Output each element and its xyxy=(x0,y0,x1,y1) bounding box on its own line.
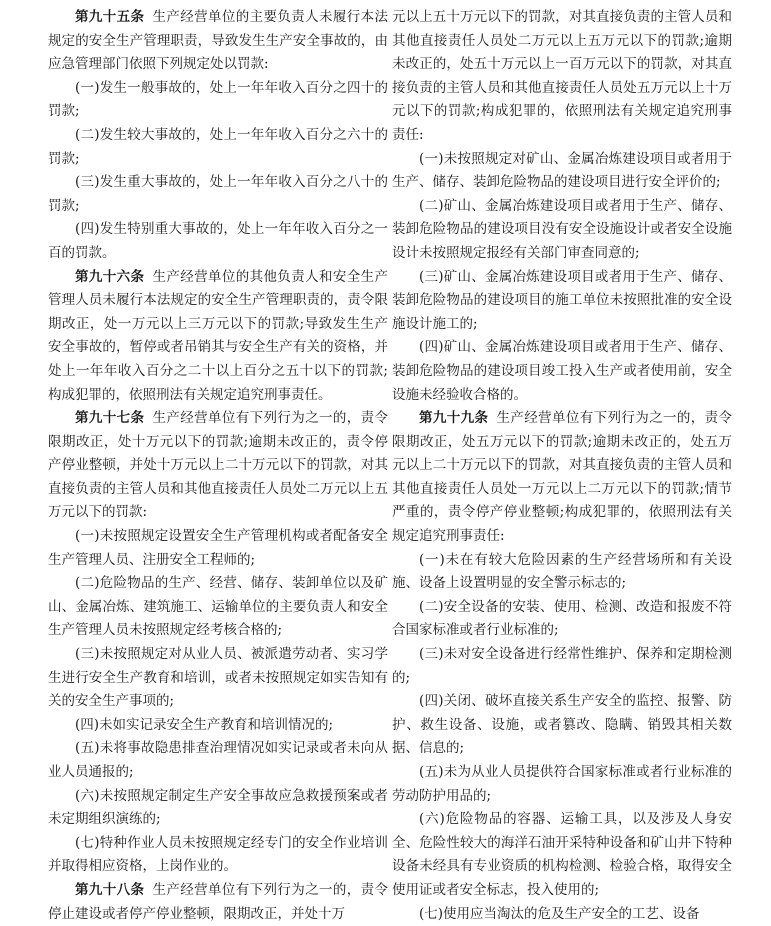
paragraph xyxy=(48,832,388,879)
paragraph-text: (三)矿山、金属冶炼建设项目或者用于生产、储存、装卸危险物品的建设项目的施工单位未按照批准的安全设施设计施工的; xyxy=(392,268,732,332)
paragraph xyxy=(392,195,732,266)
paragraph-text: (一)未在有较大危险因素的生产经营场所和有关设施、设备上设置明显的安全警示标志的; xyxy=(392,551,732,592)
paragraph xyxy=(48,525,388,572)
paragraph xyxy=(392,761,732,808)
paragraph xyxy=(392,407,732,549)
paragraph-text: (三)未按照规定对从业人员、被派遣劳动者、实习学生进行安全生产教育和培训，或者未按照规定如实告知有关的安全生产事项的; xyxy=(48,646,388,710)
paragraph xyxy=(48,785,388,832)
paragraph-text: 生产经营单位有下列行为之一的，责令限期改正，处十万元以下的罚款;逾期未改正的，责令停产停业整顿，并处十万元以上二十万元以下的罚款，对其直接负责的主管人员和其他直接责任人员处二万元以上五万元以下的罚款: xyxy=(48,410,389,521)
paragraph xyxy=(48,266,388,408)
paragraph-text: 元以上五十万元以下的罚款，对其直接负责的主管人员和其他直接责任人员处二万元以上五万元以下的罚款;逾期未改正的，处五十万元以上一百万元以下的罚款，对其直接负责的主管人员和其他直接责任人员处五万元以上十万元以下的罚款;构成犯罪的，依照刑法有关规定追究刑事责任: xyxy=(392,9,732,143)
paragraph-text: (四)关闭、破坏直接关系生产安全的监控、报警、防护、救生设备、设施，或者篡改、隐瞒、销毁其相关数据、信息的; xyxy=(392,693,732,757)
article-number: 第九十八条 xyxy=(75,881,145,898)
paragraph xyxy=(48,714,388,738)
paragraph xyxy=(48,124,388,171)
paragraph xyxy=(392,148,732,195)
paragraph-text: (六)未按照规定制定生产安全事故应急救援预案或者未定期组织演练的; xyxy=(48,787,388,828)
paragraph-text: (二)发生较大事故的，处上一年年收入百分之六十的罚款; xyxy=(48,126,388,167)
paragraph-text: 生产经营单位的主要负责人未履行本法规定的安全生产管理职责，导致发生生产安全事故的，由应急管理部门依照下列规定处以罚款: xyxy=(48,9,389,73)
paragraph xyxy=(392,549,732,596)
paragraph-text: (五)未为从业人员提供符合国家标准或者行业标准的劳动防护用品的; xyxy=(392,764,732,804)
paragraph-continued xyxy=(392,6,732,148)
paragraph-text: 生产经营单位的其他负责人和安全生产管理人员未履行本法规定的安全生产管理职责的，责令限期改正，处一万元以上三万元以下的罚款;导致发生生产安全事故的，暂停或者吊销其与安全生产有关的资格，并处上一年年收入百分之二十以上百分之五十以下的罚款;构成犯罪的，依照刑法有关规定追究刑事责任。 xyxy=(48,268,389,403)
paragraph xyxy=(48,407,388,525)
paragraph xyxy=(48,77,388,124)
paragraph-text: (一)发生一般事故的，处上一年年收入百分之四十的罚款; xyxy=(48,79,388,120)
paragraph xyxy=(48,218,388,265)
paragraph-text: (三)未对安全设备进行经常性维护、保养和定期检测的; xyxy=(392,646,732,686)
paragraph-text: (二)安全设备的安装、使用、检测、改造和报废不符合国家标准或者行业标准的; xyxy=(392,598,732,639)
paragraph-text: 生产经营单位有下列行为之一的，责令限期改正，处五万元以下的罚款;逾期未改正的，处五万元以上二十万元以下的罚款，对其直接负责的主管人员和其他直接责任人员处一万元以上二万元以下的罚款;情节严重的，责令停产停业整顿;构成犯罪的，依照刑法有关规定追究刑事责任: xyxy=(392,410,733,545)
paragraph-text: (五)未将事故隐患排查治理情况如实记录或者未向从业人员通报的; xyxy=(48,740,388,780)
paragraph-text: (四)发生特别重大事故的，处上一年年收入百分之一百的罚款。 xyxy=(48,221,388,261)
article-number: 第九十九条 xyxy=(419,410,489,427)
paragraph xyxy=(48,171,388,218)
paragraph xyxy=(48,879,388,926)
paragraph-text: (二)矿山、金属冶炼建设项目或者用于生产、储存、装卸危险物品的建设项目没有安全设施设计或者安全设施设计未按照规定报经有关部门审查同意的; xyxy=(392,197,732,261)
left-column xyxy=(48,6,388,926)
paragraph-text: (七)使用应当淘汰的危及生产安全的工艺、设备 xyxy=(419,905,700,922)
article-number: 第九十五条 xyxy=(75,9,145,25)
paragraph xyxy=(392,643,732,690)
paragraph-text: (四)未如实记录安全生产教育和培训情况的; xyxy=(75,716,334,733)
article-number: 第九十七条 xyxy=(75,410,145,427)
article-number: 第九十六条 xyxy=(75,268,145,285)
paragraph xyxy=(392,266,732,337)
paragraph xyxy=(48,572,388,643)
right-column xyxy=(392,6,732,926)
paragraph-text: (一)未按照规定设置安全生产管理机构或者配备安全生产管理人员、注册安全工程师的; xyxy=(48,528,388,568)
paragraph xyxy=(392,903,732,926)
paragraph xyxy=(48,643,388,714)
paragraph-text: (四)矿山、金属冶炼建设项目或者用于生产、储存、装卸危险物品的建设项目竣工投入生产或者使用前，安全设施未经验收合格的。 xyxy=(392,339,732,403)
paragraph xyxy=(48,737,388,784)
paragraph xyxy=(392,808,732,902)
paragraph xyxy=(392,596,732,643)
paragraph xyxy=(392,690,732,761)
paragraph-text: (三)发生重大事故的，处上一年年收入百分之八十的罚款; xyxy=(48,174,388,214)
paragraph xyxy=(48,6,388,77)
paragraph-text: (七)特种作业人员未按照规定经专门的安全作业培训并取得相应资格，上岗作业的。 xyxy=(48,834,388,875)
paragraph xyxy=(392,336,732,407)
paragraph-text: (六)危险物品的容器、运输工具，以及涉及人身安全、危险性较大的海洋石油开采特种设备和矿山井下特种设备未经具有专业资质的机构检测、检验合格，取得安全使用证或者安全标志，投入使用的; xyxy=(392,811,732,898)
paragraph-text: (一)未按照规定对矿山、金属冶炼建设项目或者用于生产、储存、装卸危险物品的建设项目进行安全评价的; xyxy=(392,150,732,191)
paragraph-text: 生产经营单位有下列行为之一的，责令停止建设或者停产停业整顿，限期改正，并处十万 xyxy=(48,881,389,922)
paragraph-text: (二)危险物品的生产、经营、储存、装卸单位以及矿山、金属冶炼、建筑施工、运输单位的主要负责人和安全生产管理人员未按照规定经考核合格的; xyxy=(48,575,388,639)
